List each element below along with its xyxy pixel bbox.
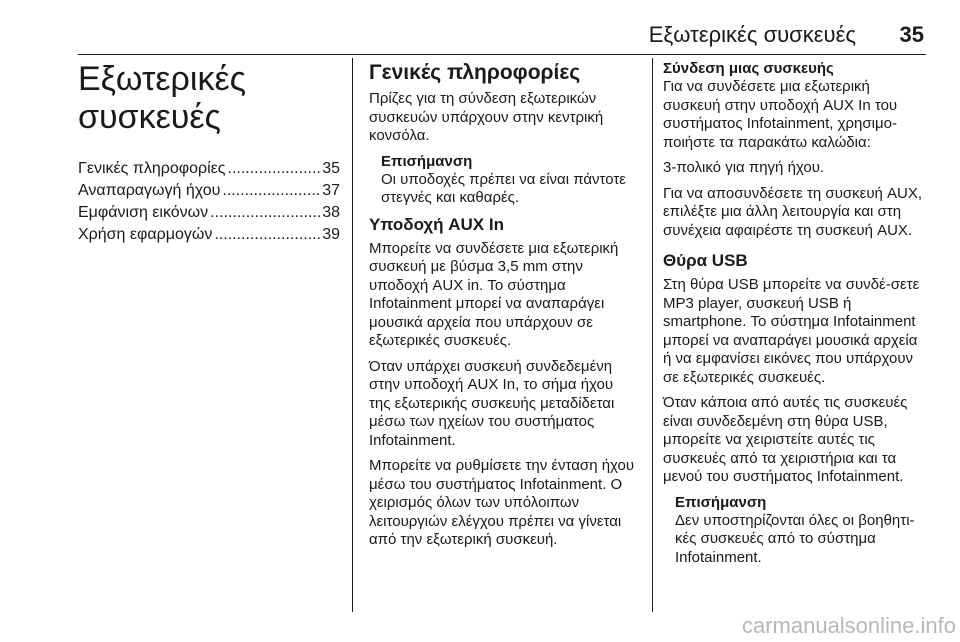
column-general <box>369 60 637 557</box>
toc-leader <box>228 158 321 180</box>
toc-page: 39 <box>322 226 340 243</box>
toc-label: Εμφάνιση εικόνων <box>78 204 209 221</box>
running-title: Εξωτερικές συσκευές <box>648 22 856 47</box>
toc-label: Αναπαραγωγή ήχου <box>78 182 221 199</box>
toc-label: Χρήση εφαρμογών <box>78 226 213 243</box>
toc-page: 38 <box>322 204 340 221</box>
subheading-connect: Σύνδεση μιας συσκευής <box>663 60 834 77</box>
column-chapter <box>78 60 340 246</box>
toc-entry[interactable] <box>78 180 340 202</box>
note-text: Οι υποδοχές πρέπει να είναι πάντοτε στεγνές και καθαρές. <box>381 170 626 206</box>
note-box <box>381 153 637 208</box>
section-heading-usb: Θύρα USB <box>663 251 748 270</box>
section-heading-general: Γενικές πληροφορίες <box>369 61 581 84</box>
toc-page: 37 <box>322 182 340 199</box>
general-intro: Πρίζες για τη σύνδεση εξωτερικών συσκευών υπάρχουν στην κεντρική κονσόλα. <box>369 90 604 144</box>
note-title: Επισήμανση <box>381 152 473 170</box>
chapter-title-line: Εξωτερικές <box>78 60 246 98</box>
aux-paragraph: Μπορείτε να συνδέσετε μια εξωτερική συσκευή με βύσμα 3,5 mm στην υποδοχή AUX in. Το σύστημα Infotainment μπορεί να αναπαράγει μουσικά αρχεία που υπάρχουν σε εξωτερικές συσκευές. <box>369 239 619 349</box>
aux-paragraph: Μπορείτε να ρυθμίσετε την ένταση ήχου μέσω του συστήματος Infotainment. Ο χειρισμός όλων των υπόλοιπων λειτουργιών ελέγχου πρέπει να γίνεται από την εξωτερική συσκευή. <box>369 457 635 548</box>
toc-leader <box>222 180 320 202</box>
connect-paragraph: Για να συνδέσετε μια εξωτερική συσκευή στην υποδοχή AUX In του συστήματος Infotainment, χρησιμο-ποιήστε τα παρακάτω καλώδια: <box>663 78 898 151</box>
toc-label: Γενικές πληροφορίες <box>78 160 226 177</box>
chapter-title-line: συσκευές <box>78 98 221 136</box>
column-connect <box>663 60 925 573</box>
toc-page: 35 <box>322 160 340 177</box>
note-text: Δεν υποστηρίζονται όλες οι βοηθητι-κές συσκευές από το σύστημα Infotainment. <box>675 511 915 566</box>
usb-paragraph: Όταν κάποια από αυτές τις συσκευές είναι συνδεδεμένη στη θύρα USB, μπορείτε να χειριστείτε αυτές τις συσκευές από τα χειριστήρια και τα μενού του συστήματος Infotainment. <box>663 394 908 485</box>
column-divider <box>652 58 653 612</box>
watermark: carmanualsonline.info <box>741 613 956 638</box>
toc-leader <box>214 224 320 246</box>
note-box <box>675 494 925 568</box>
connect-paragraph: 3-πολικό για πηγή ήχου. <box>663 159 825 176</box>
toc-leader <box>210 202 320 224</box>
usb-paragraph: Στη θύρα USB μπορείτε να συνδέ-σετε MP3 player, συσκευή USB ή smartphone. Το σύστημα Infotainment μπορεί να αναπαράγει μουσικά αρχεία ή να εμφανίσει εικόνες που υπάρχουν σε εξωτερικές συσκευές. <box>663 276 920 386</box>
connect-paragraph: Για να αποσυνδέσετε τη συσκευή AUX, επιλέξτε μια άλλη λειτουργία και στη συνέχεια αφαιρέστε τη συσκευή AUX. <box>663 184 923 239</box>
section-heading-aux: Υποδοχή AUX In <box>369 214 504 234</box>
chapter-title <box>78 60 340 136</box>
header-rule <box>78 54 926 55</box>
column-divider <box>352 58 353 612</box>
table-of-contents <box>78 158 340 246</box>
toc-entry[interactable] <box>78 158 340 180</box>
aux-paragraph: Όταν υπάρχει συσκευή συνδεδεμένη στην υποδοχή AUX In, το σήμα ήχου της εξωτερικής συσκευής μεταδίδεται μέσω των ηχείων του συστήματος Infotainment. <box>369 357 615 449</box>
page-number: 35 <box>899 22 924 47</box>
note-title: Επισήμανση <box>675 493 767 511</box>
toc-entry[interactable] <box>78 224 340 246</box>
toc-entry[interactable] <box>78 202 340 224</box>
